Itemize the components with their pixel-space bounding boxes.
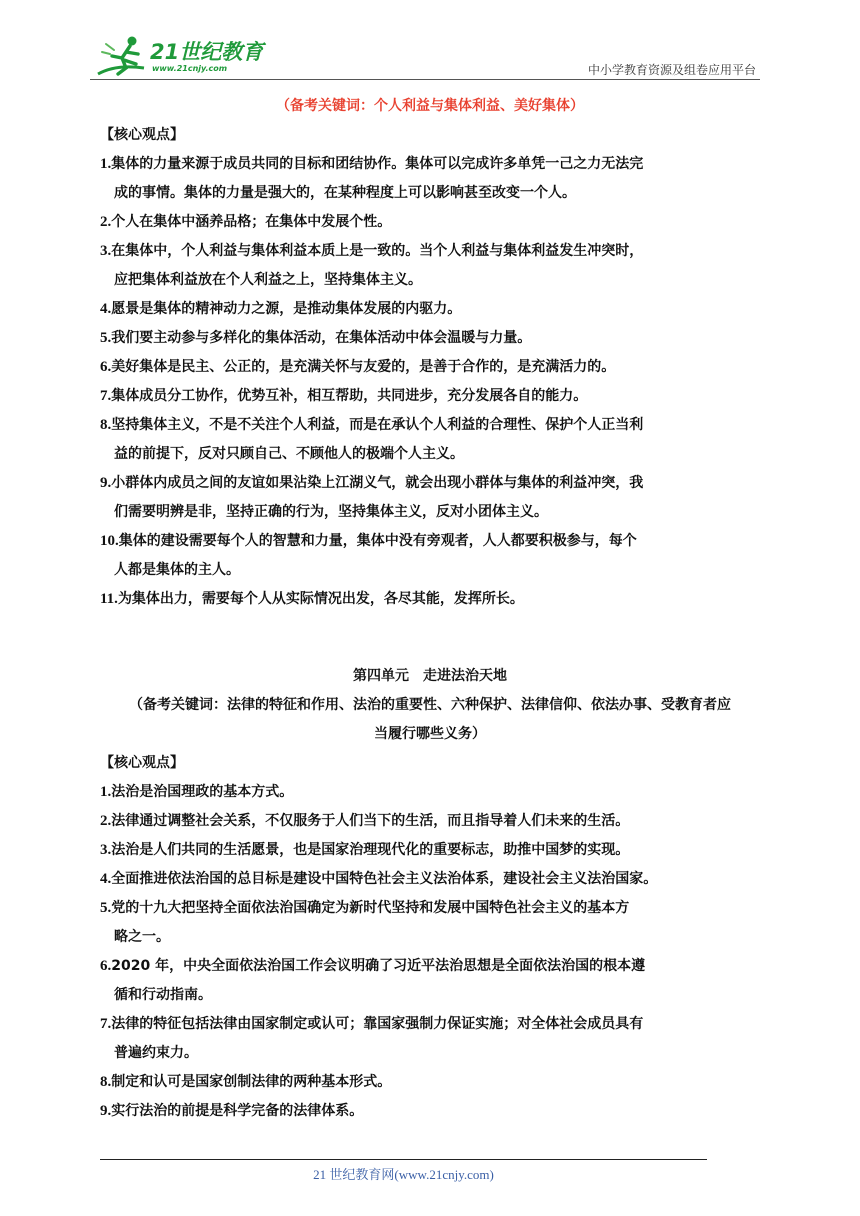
item-text: 法律的特征包括法律由国家制定或认可；靠国家强制力保证实施；对全体社会成员具有 [111, 1016, 644, 1032]
item-number: 10. [100, 533, 119, 549]
item-text: 个人在集体中涵养品格；在集体中发展个性。 [111, 214, 392, 230]
item-number: 4. [100, 871, 112, 887]
list-item [100, 498, 760, 527]
list-item [100, 353, 760, 382]
list-item [100, 865, 760, 894]
item-text: 实行法治的前提是科学完备的法律体系。 [111, 1103, 364, 1119]
item-text: 美好集体是民主、公正的，是充满关怀与友爱的，是善于合作的，是充满活力的。 [111, 359, 616, 375]
list-item [100, 440, 760, 469]
list-item [100, 923, 760, 952]
list-item [100, 295, 760, 324]
item-number: 8. [100, 417, 112, 433]
list-item [100, 208, 760, 237]
item-text: 人都是集体的主人。 [114, 562, 240, 578]
section3-points [100, 150, 760, 614]
item-text: 为集体出力，需要每个人从实际情况出发，各尽其能，发挥所长。 [117, 591, 524, 607]
platform-name: 中小学教育资源及组卷应用平台 [587, 63, 756, 77]
header-divider [90, 79, 760, 80]
item-text: 应把集体利益放在个人利益之上，坚持集体主义。 [114, 272, 422, 288]
item-text: 集体成员分工协作，优势互补，相互帮助，共同进步，充分发展各自的能力。 [111, 388, 588, 404]
logo-text: 21世纪教育 [150, 40, 264, 64]
item-number: 7. [100, 1016, 112, 1032]
item-text: 小群体内成员之间的友谊如果沾染上江湖义气，就会出现小群体与集体的利益冲突，我 [111, 475, 644, 491]
list-item [100, 382, 760, 411]
list-item [100, 1010, 760, 1039]
list-item [100, 411, 760, 440]
section4-keywords-line1: （备考关键词：法律的特征和作用、法治的重要性、六种保护、法律信仰、依法办事、受教育者应 [129, 697, 731, 713]
runner-logo-icon [96, 34, 152, 80]
list-item [100, 952, 760, 981]
item-text: 法治是治国理政的基本方式。 [111, 784, 294, 800]
item-text: 益的前提下，反对只顾自己、不顾他人的极端个人主义。 [114, 446, 464, 462]
item-number: 5. [100, 900, 112, 916]
list-item [100, 179, 760, 208]
logo-url: www.21cnjy.com [152, 64, 228, 73]
item-text: 们需要明辨是非，坚持正确的行为，坚持集体主义，反对小团体主义。 [114, 504, 548, 520]
item-text: 坚持集体主义，不是不关注个人利益，而是在承认个人利益的合理性、保护个人正当利 [111, 417, 644, 433]
list-item [100, 1097, 760, 1126]
item-text: 普遍约束力。 [114, 1045, 198, 1061]
section4-keywords-line2: 当履行哪些义务） [374, 726, 486, 742]
document-body [100, 92, 760, 1126]
item-text: 制定和认可是国家创制法律的两种基本形式。 [111, 1074, 392, 1090]
list-item [100, 1039, 760, 1068]
item-text: 法律通过调整社会关系，不仅服务于人们当下的生活，而且指导着人们未来的生活。 [111, 813, 630, 829]
item-text: 我们要主动参与多样化的集体活动，在集体活动中体会温暖与力量。 [111, 330, 532, 346]
list-item [100, 150, 760, 179]
item-number: 2. [100, 214, 112, 230]
item-text: 法治是人们共同的生活愿景，也是国家治理现代化的重要标志，助推中国梦的实现。 [111, 842, 630, 858]
list-item [100, 894, 760, 923]
item-text: 成的事情。集体的力量是强大的，在某种程度上可以影响甚至改变一个人。 [114, 185, 576, 201]
item-number: 6. [100, 359, 112, 375]
item-number: 2. [100, 813, 112, 829]
list-item [100, 1068, 760, 1097]
item-text: 党的十九大把坚持全面依法治国确定为新时代坚持和发展中国特色社会主义的基本方 [111, 900, 630, 916]
list-item [100, 469, 760, 498]
item-number: 6. [100, 958, 112, 974]
page-header [90, 30, 760, 80]
item-text: 愿景是集体的精神动力之源，是推动集体发展的内驱力。 [111, 301, 462, 317]
item-text: 集体的力量来源于成员共同的目标和团结协作。集体可以完成许多单凭一己之力无法完 [111, 156, 644, 172]
item-text: 集体的建设需要每个人的智慧和力量，集体中没有旁观者，人人都要积极参与，每个 [118, 533, 637, 549]
list-item [100, 266, 760, 295]
list-item [100, 527, 760, 556]
list-item [100, 585, 760, 614]
item-number: 3. [100, 243, 112, 259]
item-number: 11. [100, 591, 118, 607]
list-item [100, 324, 760, 353]
list-item [100, 807, 760, 836]
list-item [100, 556, 760, 585]
item-text: 循和行动指南。 [114, 987, 212, 1003]
item-number: 4. [100, 301, 112, 317]
item-number: 1. [100, 784, 112, 800]
section4-points [100, 778, 760, 1126]
item-number: 8. [100, 1074, 112, 1090]
section4-core-title: 【核心观点】 [100, 755, 184, 771]
logo [96, 34, 266, 78]
item-text: 全面推进依法治国的总目标是建设中国特色社会主义法治体系，建设社会主义法治国家。 [111, 871, 658, 887]
item-text: 略之一。 [114, 929, 170, 945]
item-number: 9. [100, 1103, 112, 1119]
section-gap [100, 614, 760, 662]
list-item [100, 981, 760, 1010]
item-number: 1. [100, 156, 112, 172]
list-item [100, 237, 760, 266]
item-text: 2020 年，中央全面依法治国工作会议明确了习近平法治思想是全面依法治国的根本遵 [111, 958, 646, 974]
item-number: 5. [100, 330, 112, 346]
item-number: 3. [100, 842, 112, 858]
item-number: 9. [100, 475, 112, 491]
section4-title: 第四单元 走进法治天地 [353, 668, 507, 684]
section3-keywords: （备考关键词：个人利益与集体利益、美好集体） [276, 98, 584, 114]
section3-core-title: 【核心观点】 [100, 127, 184, 143]
footer-divider [100, 1159, 707, 1160]
list-item [100, 778, 760, 807]
list-item [100, 836, 760, 865]
footer-text: 21 世纪教育网(www.21cnjy.com) [313, 1167, 494, 1182]
item-text: 在集体中，个人利益与集体利益本质上是一致的。当个人利益与集体利益发生冲突时， [111, 243, 644, 259]
item-number: 7. [100, 388, 112, 404]
